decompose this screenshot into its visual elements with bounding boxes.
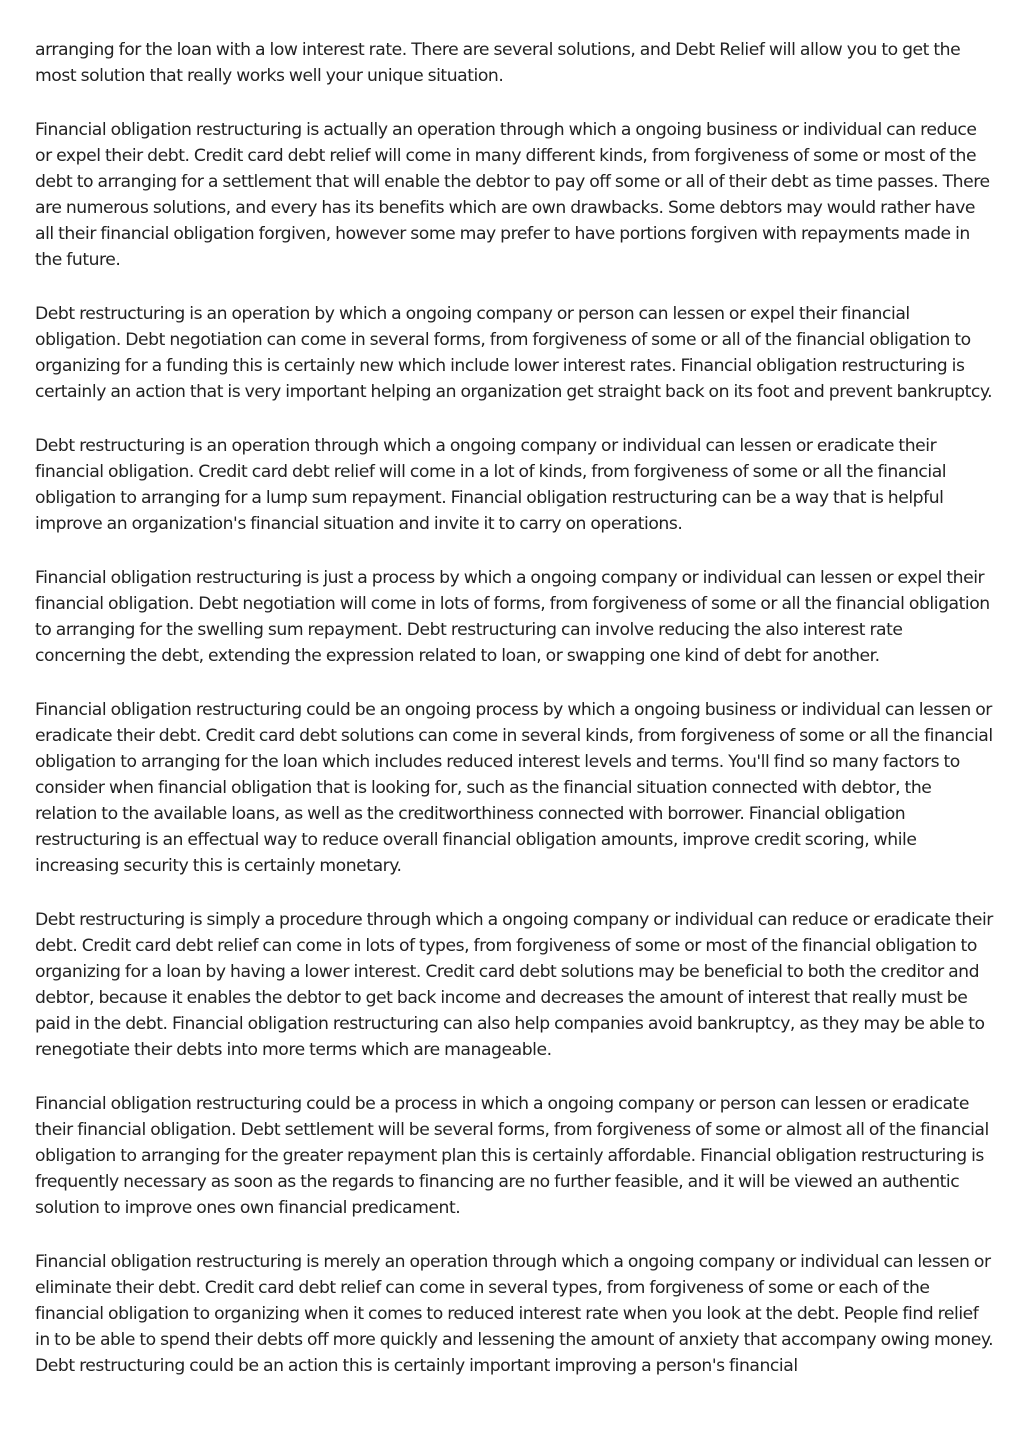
paragraph-9: Financial obligation restructuring is merely an operation through which a ongoing company or individual can lessen or eliminate their debt. Credit card debt relief can come in several types, from forgiveness of some or each of the financial obligation to organizing when it comes to reduced interest rate when you look at the debt. People find relief in to be able to spend their debts off more quickly and lessening the amount of anxiety that accompany owing money. Debt restructuring could be an action this is certainly important improving a person's financial [35,1252,994,1376]
paragraph-6: Financial obligation restructuring could be an ongoing process by which a ongoing business or individual can lessen or eradicate their debt. Credit card debt solutions can come in several kinds, from forgiveness of some or all the financial obligation to arranging for the loan which includes reduced interest levels and terms. You'll find so many factors to consider when financial obligation that is looking for, such as the financial situation connected with debtor, the relation to the available loans, as well as the creditworthiness connected with borrower. Financial obligation restructuring is an effectual way to reduce overall financial obligation amounts, improve credit scoring, while increasing security this is certainly monetary. [35,700,993,876]
paragraph-3: Debt restructuring is an operation by which a ongoing company or person can lessen or expel their financial obligation. Debt negotiation can come in several forms, from forgiveness of some or all of the financial obligation to organizing for a funding this is certainly new which include lower interest rates. Financial obligation restructuring is certainly an action that is very important helping an organization get straight back on its foot and prevent bankruptcy. [35,304,993,402]
paragraph-5: Financial obligation restructuring is just a process by which a ongoing company or individual can lessen or expel their financial obligation. Debt negotiation will come in lots of forms, from forgiveness of some or all the financial obligation to arranging for the swelling sum repayment. Debt restructuring can involve reducing the also interest rate concerning the debt, extending the expression related to loan, or swapping one kind of debt for another. [35,568,990,666]
paragraph-4: Debt restructuring is an operation through which a ongoing company or individual can lessen or eradicate their financial obligation. Credit card debt relief will come in a lot of kinds, from forgiveness of some or all the financial obligation to arranging for a lump sum repayment. Financial obligation restructuring can be a way that is helpful improve an organization's financial situation and invite it to carry on operations. [35,436,947,534]
paragraph-8: Financial obligation restructuring could be a process in which a ongoing company or person can lessen or eradicate their financial obligation. Debt settlement will be several forms, from forgiveness of some or almost all of the financial obligation to arranging for the greater repayment plan this is certainly affordable. Financial obligation restructuring is frequently necessary as soon as the regards to financing are no further feasible, and it will be viewed an authentic solution to improve ones own financial predicament. [35,1094,989,1218]
paragraph-1: arranging for the loan with a low interest rate. There are several solutions, and Debt Relief will allow you to get the most solution that really works well your unique situation. [35,40,961,86]
paragraph-7: Debt restructuring is simply a procedure through which a ongoing company or individual can reduce or eradicate their debt. Credit card debt relief can come in lots of types, from forgiveness of some or most of the financial obligation to organizing for a loan by having a lower interest. Credit card debt solutions may be beneficial to both the creditor and debtor, because it enables the debtor to get back income and decreases the amount of interest that really must be paid in the debt. Financial obligation restructuring can also help companies avoid bankruptcy, as they may be able to renegotiate their debts into more terms which are manageable. [35,910,993,1060]
paragraph-2: Financial obligation restructuring is actually an operation through which a ongoing business or individual can reduce or expel their debt. Credit card debt relief will come in many different kinds, from forgiveness of some or most of the debt to arranging for a settlement that will enable the debtor to pay off some or all of their debt as time passes. There are numerous solutions, and every has its benefits which are own drawbacks. Some debtors may would rather have all their financial obligation forgiven, however some may prefer to have portions forgiven with repayments made in the future. [35,120,990,270]
